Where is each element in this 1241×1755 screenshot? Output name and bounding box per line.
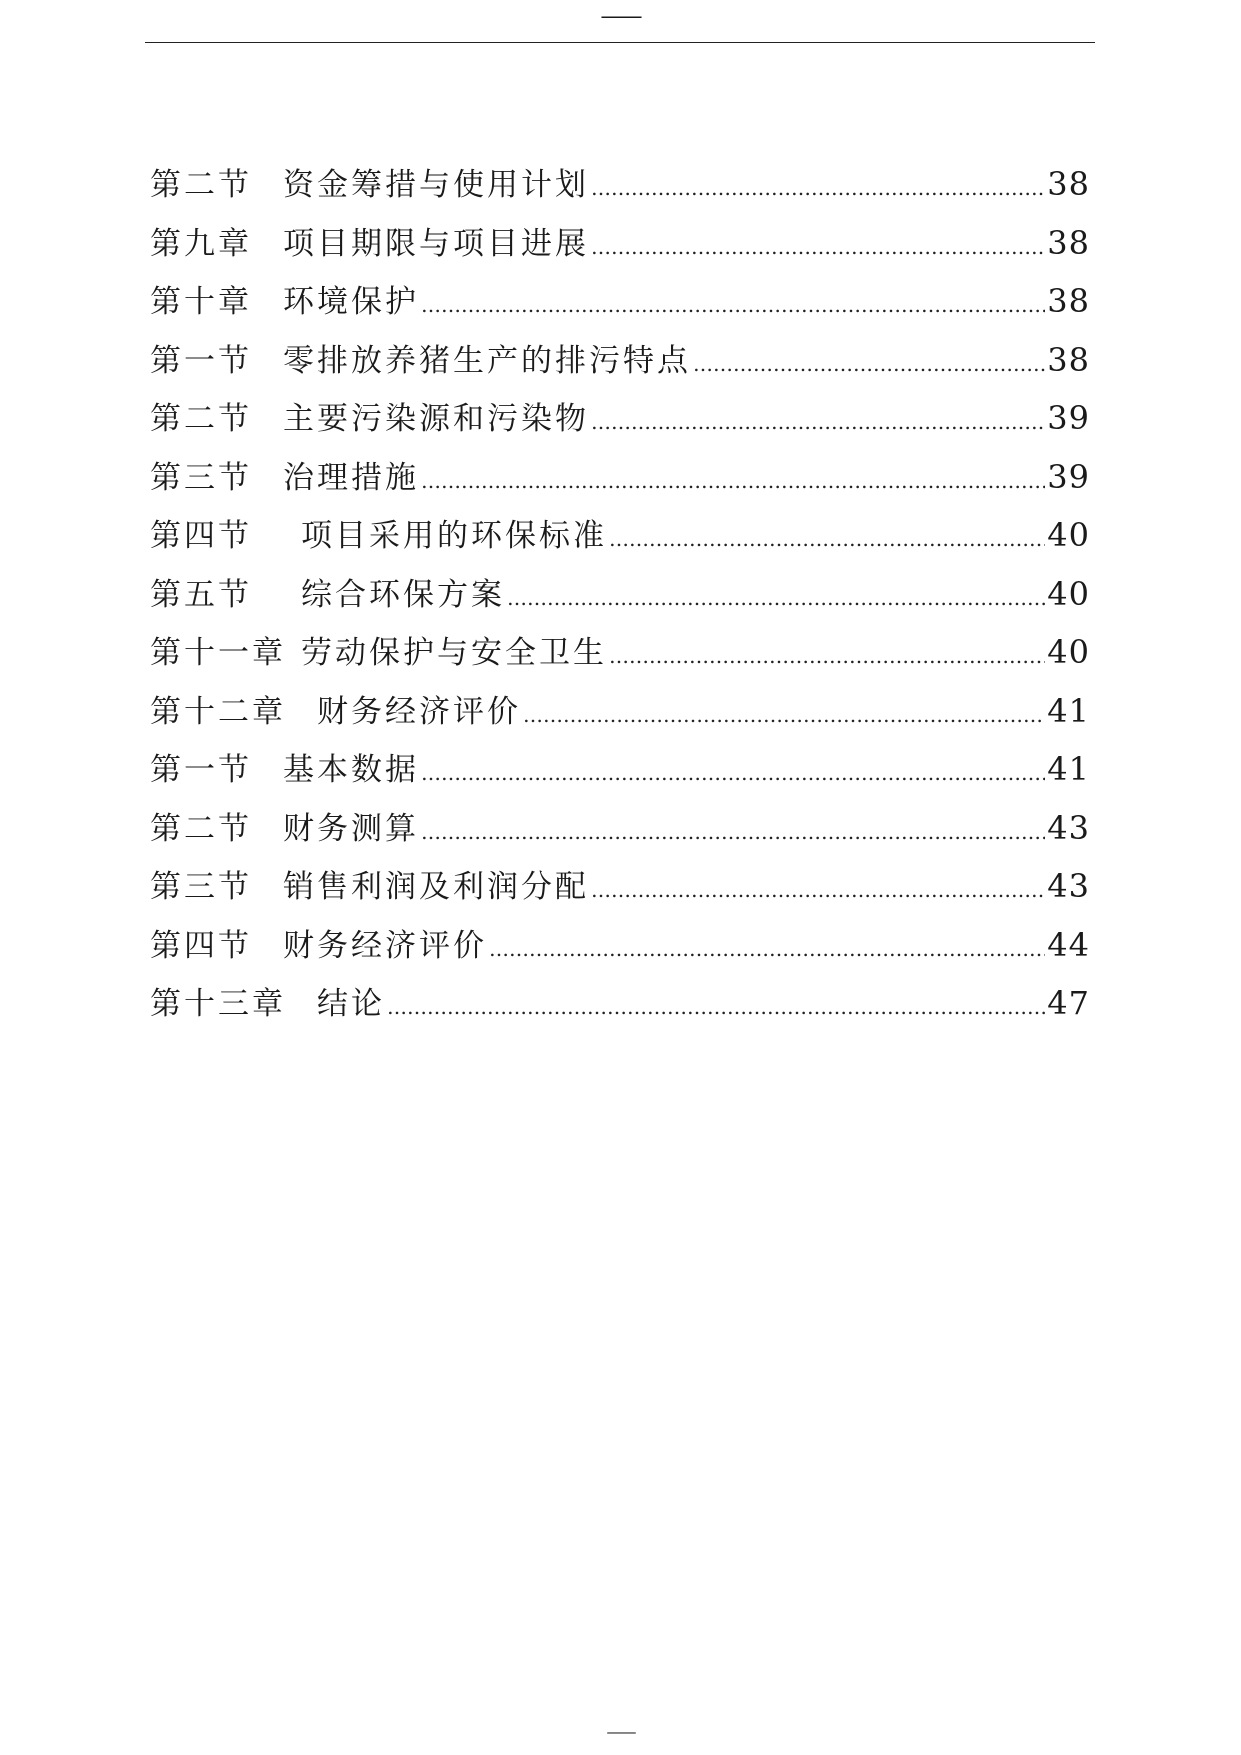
toc-entry[interactable] [150, 565, 1090, 624]
toc-entry-title: 基本数据 [283, 752, 419, 788]
toc-entry-title: 环境保护 [283, 284, 419, 320]
toc-dot-leader [693, 335, 1045, 394]
toc-entry[interactable] [150, 331, 1090, 390]
toc-entry-label: 第二节 [150, 401, 252, 437]
toc-entry-label: 第十一章 [150, 635, 286, 671]
toc-entry[interactable] [150, 974, 1090, 1033]
toc-entry-title: 财务经济评价 [317, 693, 521, 730]
toc-entry-label: 第一节 [150, 752, 252, 788]
toc-dot-leader [421, 744, 1045, 803]
toc-dot-leader [591, 393, 1045, 452]
toc-entry[interactable] [150, 857, 1090, 916]
toc-entry-label: 第二节 [150, 810, 252, 847]
toc-dot-leader [591, 861, 1045, 920]
toc-entry[interactable] [150, 214, 1090, 273]
page-header [0, 0, 1241, 44]
toc-entry-title: 主要污染源和污染物 [283, 401, 589, 437]
toc-entry-title: 劳动保护与安全卫生 [301, 635, 607, 671]
toc-entry-page: 39 [1047, 399, 1090, 437]
toc-entry-title: 项目采用的环保标准 [301, 518, 607, 554]
toc-entry-page: 41 [1047, 691, 1090, 730]
toc-dot-leader [421, 452, 1045, 511]
toc-entry[interactable] [150, 272, 1090, 331]
toc-dot-leader [507, 569, 1045, 628]
toc-entry[interactable] [150, 623, 1090, 682]
toc-entry-title: 销售利润及利润分配 [283, 869, 589, 905]
toc-entry[interactable] [150, 389, 1090, 448]
toc-entry[interactable] [150, 740, 1090, 799]
toc-dot-leader [591, 218, 1045, 277]
toc-entry-label: 第十三章 [150, 986, 286, 1022]
toc-entry-page: 38 [1047, 340, 1090, 379]
toc-entry[interactable] [150, 916, 1090, 975]
toc-entry-label: 第一节 [150, 342, 252, 379]
page-footer-mark: —— [606, 1722, 635, 1741]
toc-entry-label: 第十二章 [150, 693, 286, 730]
toc-entry-label: 第九章 [150, 225, 252, 262]
toc-entry-label: 第二节 [150, 167, 252, 203]
toc-entry-title: 财务测算 [283, 810, 419, 847]
toc-entry-page: 43 [1047, 808, 1090, 847]
toc-entry-label: 第五节 [150, 576, 252, 613]
toc-entry[interactable] [150, 155, 1090, 214]
toc-entry-title: 财务经济评价 [283, 927, 487, 964]
toc-entry-label: 第三节 [150, 459, 252, 496]
toc-entry-page: 44 [1047, 925, 1090, 964]
toc-entry-label: 第四节 [150, 927, 252, 964]
toc-entry[interactable] [150, 682, 1090, 741]
toc-entry[interactable] [150, 506, 1090, 565]
toc-dot-leader [609, 510, 1045, 569]
toc-entry-title: 资金筹措与使用计划 [283, 167, 589, 203]
toc-entry[interactable] [150, 799, 1090, 858]
toc-dot-leader [523, 686, 1045, 745]
toc-entry-title: 零排放养猪生产的排污特点 [283, 342, 691, 379]
toc-dot-leader [421, 276, 1045, 335]
header-rule [145, 42, 1095, 43]
toc-entry-label: 第十章 [150, 284, 252, 320]
toc-entry-page: 38 [1047, 282, 1090, 320]
table-of-contents [150, 155, 1090, 1033]
toc-dot-leader [609, 627, 1045, 686]
header-mark: —— [600, 4, 641, 29]
toc-entry-page: 39 [1047, 457, 1090, 496]
toc-entry-title: 结论 [317, 986, 385, 1022]
toc-entry-page: 47 [1047, 984, 1090, 1022]
toc-entry-page: 40 [1047, 516, 1090, 554]
toc-entry-title: 综合环保方案 [301, 576, 505, 613]
toc-dot-leader [387, 978, 1045, 1037]
toc-dot-leader [489, 920, 1045, 979]
toc-entry-label: 第三节 [150, 869, 252, 905]
toc-dot-leader [591, 159, 1045, 218]
toc-entry[interactable] [150, 448, 1090, 507]
toc-entry-page: 41 [1047, 750, 1090, 788]
toc-entry-label: 第四节 [150, 518, 252, 554]
toc-entry-page: 40 [1047, 574, 1090, 613]
toc-entry-page: 43 [1047, 867, 1090, 905]
toc-entry-title: 项目期限与项目进展 [283, 225, 589, 262]
toc-entry-page: 40 [1047, 633, 1090, 671]
toc-entry-title: 治理措施 [283, 459, 419, 496]
toc-dot-leader [421, 803, 1045, 862]
toc-entry-page: 38 [1047, 223, 1090, 262]
toc-entry-page: 38 [1047, 165, 1090, 203]
